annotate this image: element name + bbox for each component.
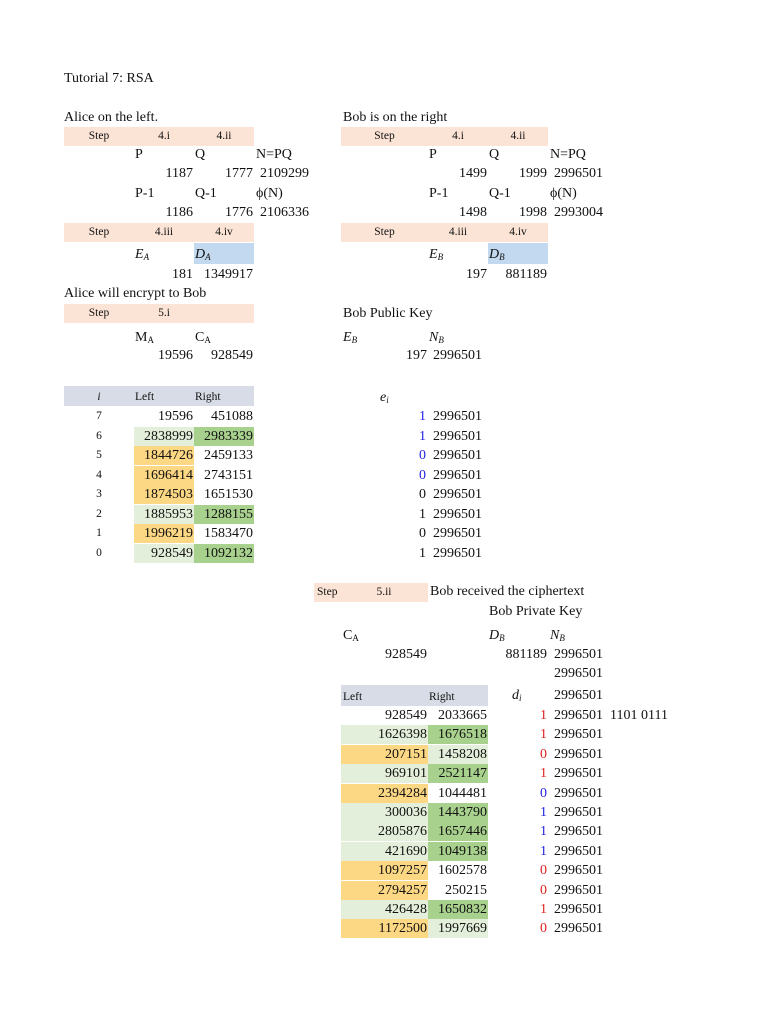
step-value: 4.iii: [448, 226, 468, 238]
dec-row-bit: 1: [540, 902, 547, 917]
dec-row-left: 2794257: [341, 881, 428, 900]
step-value: 4.i: [158, 130, 170, 142]
enc-row-n: 2996501: [433, 506, 482, 522]
dec-row-right: 1650832: [428, 900, 488, 919]
enc-row-i: 0: [96, 546, 102, 559]
enc-row-i: 6: [96, 429, 102, 442]
enc-row-right: 2983339: [194, 427, 254, 446]
c-label: $C_A$: [195, 330, 211, 345]
dec-row-bit: 0: [540, 746, 547, 762]
dec-row-bit: 1: [540, 824, 547, 840]
step-label: Step: [88, 307, 110, 319]
enc-header-right: Right: [195, 391, 221, 403]
bob-q: 1999: [519, 166, 547, 181]
alice-encrypt-heading: Alice will encrypt to Bob: [64, 286, 207, 301]
dec-row-n: 2996501: [554, 708, 603, 723]
bob-d: 881189: [505, 267, 547, 282]
enc-row-n: 2996501: [433, 409, 482, 424]
step-value: 5.ii: [376, 586, 392, 598]
step-label: Step: [374, 130, 395, 142]
step-label: Step: [317, 586, 338, 598]
enc-row-bit: 0: [419, 487, 426, 502]
q-label: Q: [489, 147, 500, 162]
enc-row-right: 451088: [211, 409, 253, 424]
phi-label: ϕ(N): [550, 186, 577, 201]
dec-row-n: 2996501: [554, 727, 603, 743]
pk-e: 197: [406, 348, 427, 363]
enc-row-left: 19596: [158, 409, 193, 424]
dec-row-right: 1443790: [428, 803, 488, 822]
enc-row-bit: 0: [419, 448, 426, 463]
enc-row-right: 1092132: [194, 544, 254, 563]
enc-header-e: $e_i$: [380, 390, 389, 405]
enc-row-n: 2996501: [433, 487, 482, 502]
dec-row-bit: 0: [540, 921, 547, 937]
dec-row-left: 426428: [341, 900, 428, 919]
enc-row-bit: 1: [419, 545, 426, 561]
phi-label: ϕ(N): [256, 186, 283, 201]
alice-q: 1777: [225, 166, 253, 181]
alice-p1: 1186: [165, 205, 193, 220]
enc-row-bit: 0: [419, 526, 426, 541]
dec-row-n: 2996501: [554, 882, 603, 898]
n-label: N=PQ: [256, 147, 292, 162]
dec-row-n: 2996501: [554, 805, 603, 820]
dec-row-n: 2996501: [554, 921, 603, 937]
step-value: 4.i: [452, 130, 464, 142]
p-label: P: [135, 147, 143, 162]
bob-e: 197: [466, 267, 487, 282]
dec-row-left: 300036: [341, 803, 428, 822]
enc-row-left: 1885953: [134, 505, 194, 524]
binary-note: 1101 0111: [610, 708, 668, 723]
dec-row-right: 1458208: [428, 745, 488, 764]
alice-heading: Alice on the left.: [64, 110, 159, 125]
dec-row-left: 969101: [341, 764, 428, 783]
dec-row-n: 2996501: [554, 766, 603, 782]
dec-row-left: 207151: [341, 745, 428, 764]
d-label: $D_B$: [489, 247, 505, 262]
dec-row-right: 1602578: [438, 863, 487, 879]
dec-row-right: 2521147: [428, 764, 488, 783]
enc-header-left: Left: [135, 391, 155, 403]
enc-row-right: 2459133: [204, 448, 253, 463]
dec-row-n: 2996501: [554, 746, 603, 762]
dec-row-left: 1626398: [341, 725, 428, 744]
dec-row-bit: 1: [540, 766, 547, 782]
step-value: 4.iii: [154, 226, 174, 238]
enc-header-i: i: [97, 391, 101, 403]
dec-row-left: 2805876: [341, 822, 428, 841]
alice-c: 928549: [211, 348, 253, 363]
dec-row-left: 1172500: [341, 919, 428, 938]
alice-n: 2109299: [260, 166, 309, 181]
dec-row-bit: 0: [540, 863, 547, 879]
enc-row-i: 4: [96, 468, 102, 481]
enc-row-left: 1996219: [134, 524, 194, 543]
enc-row-left: 2838999: [134, 427, 194, 446]
q1-label: Q-1: [195, 186, 217, 201]
dec-row-n: 2996501: [554, 785, 603, 801]
dec-row-left: 928549: [385, 708, 427, 723]
enc-row-right: 1583470: [204, 526, 253, 541]
step-value: 4.iv: [509, 226, 527, 238]
enc-row-n: 2996501: [433, 526, 482, 541]
q1-label: Q-1: [489, 186, 511, 201]
enc-row-bit: 1: [419, 428, 426, 444]
p-label: P: [429, 147, 437, 162]
decrypt-n2: 2996501: [554, 666, 603, 681]
enc-row-i: 1: [96, 527, 102, 539]
private-key-heading: Bob Private Key: [489, 604, 583, 619]
bob-n: 2996501: [554, 166, 603, 181]
step-label: Step: [88, 130, 110, 142]
decrypt-c: 928549: [385, 647, 427, 662]
enc-row-i: 7: [96, 410, 102, 422]
enc-row-right: 1651530: [204, 487, 253, 502]
alice-m: 19596: [158, 348, 193, 363]
dec-row-bit: 0: [540, 785, 547, 801]
enc-row-i: 5: [96, 449, 102, 461]
q-label: Q: [195, 147, 206, 162]
enc-row-bit: 1: [419, 506, 426, 522]
bob-public-key-heading: Bob Public Key: [343, 306, 433, 321]
step-value: 4.ii: [510, 130, 526, 142]
m-label: $M_A$: [135, 330, 154, 345]
n-label: N=PQ: [550, 147, 586, 162]
dec-header-d: $d_i$: [512, 688, 522, 703]
alice-e: 181: [172, 267, 193, 282]
dec-row-n: 2996501: [554, 843, 603, 859]
decrypt-n: 2996501: [554, 647, 603, 662]
dec-row-right: 1997669: [428, 919, 488, 938]
dec-table-header: [341, 685, 488, 706]
enc-row-n: 2996501: [433, 467, 482, 483]
enc-row-bit: 1: [419, 409, 426, 424]
step-value: 4.iv: [215, 226, 233, 238]
enc-row-n: 2996501: [433, 448, 482, 463]
enc-row-right: 1288155: [194, 505, 254, 524]
step-value: 5.i: [158, 307, 170, 319]
page-title: Tutorial 7: RSA: [64, 71, 154, 86]
dec-header-n: 2996501: [554, 688, 603, 703]
enc-row-bit: 0: [419, 467, 426, 483]
bob-phi: 2993004: [554, 205, 603, 220]
pk-n-label: $N_B$: [429, 330, 444, 345]
dec-row-bit: 1: [540, 727, 547, 743]
step-label: Step: [88, 226, 110, 238]
nb-label: $N_B$: [550, 628, 565, 643]
enc-row-i: 2: [96, 507, 102, 520]
alice-d: 1349917: [204, 267, 253, 282]
bob-q1: 1998: [519, 205, 547, 220]
enc-row-i: 3: [96, 488, 102, 500]
enc-row-left: 1696414: [134, 466, 194, 485]
decrypt-d: 881189: [505, 647, 547, 662]
ca-label: $C_A$: [343, 628, 359, 643]
dec-row-n: 2996501: [554, 863, 603, 879]
d-label: $D_A$: [195, 247, 211, 262]
step-label: Step: [374, 226, 395, 238]
dec-row-right: 2033665: [438, 708, 487, 723]
dec-row-bit: 1: [540, 708, 547, 723]
alice-q1: 1776: [225, 205, 253, 220]
enc-row-left: 1874503: [134, 485, 194, 504]
pk-e-label: $E_B$: [343, 330, 358, 345]
dec-row-n: 2996501: [554, 824, 603, 840]
dec-row-n: 2996501: [554, 902, 603, 917]
pk-n: 2996501: [433, 348, 482, 363]
dec-row-left: 2394284: [341, 784, 428, 803]
dec-row-right: 250215: [445, 882, 487, 898]
enc-row-n: 2996501: [433, 428, 482, 444]
dec-row-bit: 1: [540, 805, 547, 820]
bob-p1: 1498: [459, 205, 487, 220]
decrypt-heading: Bob received the ciphertext: [430, 584, 585, 599]
dec-row-left: 421690: [341, 842, 428, 861]
enc-row-left: 928549: [134, 544, 194, 563]
dec-header-left: Left: [343, 691, 363, 703]
dec-row-right: 1657446: [428, 822, 488, 841]
dec-row-bit: 0: [540, 882, 547, 898]
p1-label: P-1: [429, 186, 449, 201]
db-label: $D_B$: [489, 628, 505, 643]
dec-header-right: Right: [429, 691, 455, 703]
dec-row-left: 1097257: [341, 861, 428, 880]
dec-row-right: 1049138: [428, 842, 488, 861]
bob-p: 1499: [459, 166, 487, 181]
p1-label: P-1: [135, 186, 155, 201]
enc-row-right: 2743151: [204, 467, 253, 483]
step-value: 4.ii: [216, 130, 232, 142]
alice-phi: 2106336: [260, 205, 309, 220]
dec-row-right: 1044481: [438, 785, 487, 801]
e-label: $E_A$: [135, 247, 150, 262]
bob-heading: Bob is on the right: [343, 110, 448, 125]
enc-row-left: 1844726: [134, 446, 194, 465]
e-label: $E_B$: [429, 247, 444, 262]
dec-row-right: 1676518: [428, 725, 488, 744]
alice-p: 1187: [165, 166, 193, 181]
enc-row-n: 2996501: [433, 545, 482, 561]
dec-row-bit: 1: [540, 843, 547, 859]
